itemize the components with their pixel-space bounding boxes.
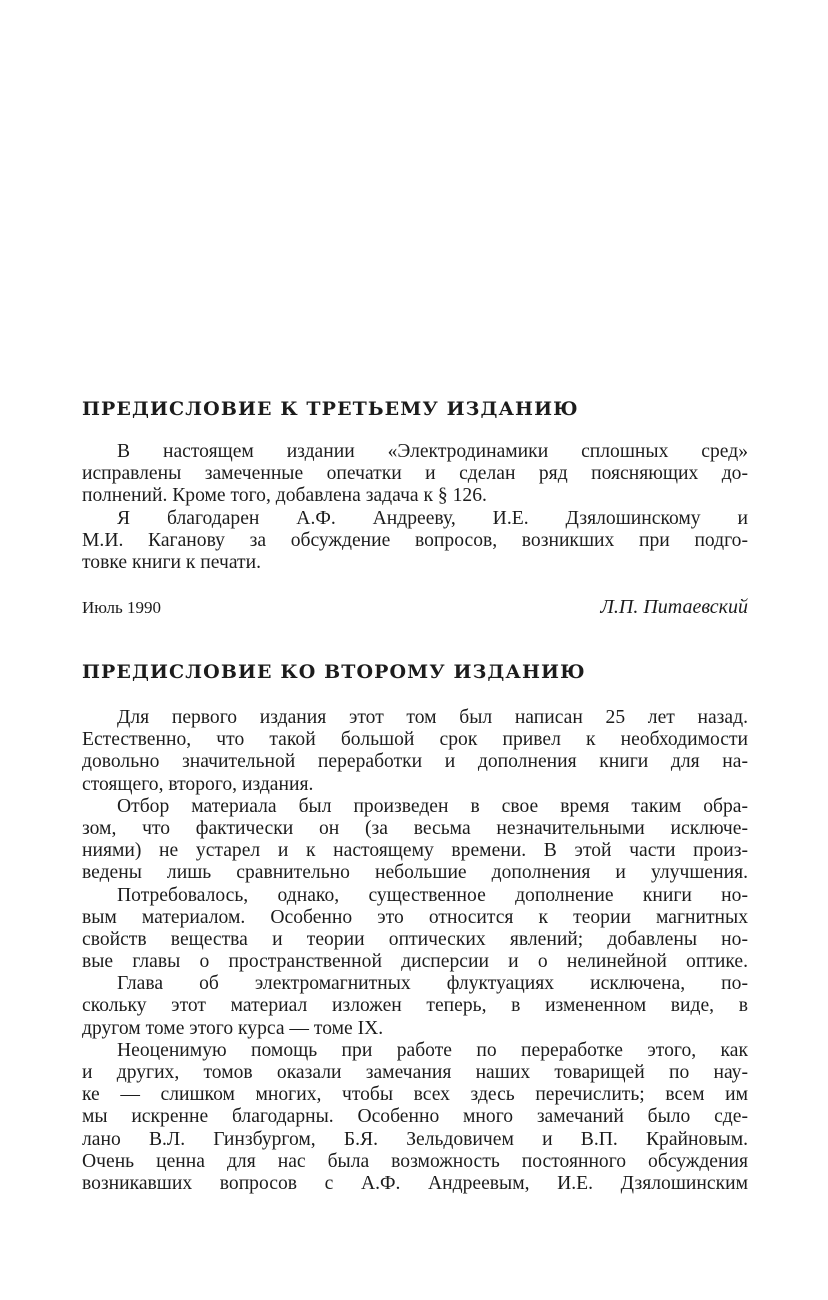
text-line: вым материалом. Особенно это относится к теории магнитных xyxy=(82,906,748,928)
text-line: товке книги к печати. xyxy=(82,551,261,573)
book-page xyxy=(82,0,748,1300)
text-line: стоящего, второго, издания. xyxy=(82,773,314,795)
text-line: Отбор материала был произведен в свое время таким обра- xyxy=(117,795,748,817)
date-line: Июль 1990 xyxy=(82,598,162,617)
text-line: ниями) не устарел и к настоящему времени. В этой части произ- xyxy=(82,840,748,862)
text-line: довольно значительной переработки и дополнения книги для на- xyxy=(82,751,748,773)
text-line: В настоящем издании «Электродинамики сплошных сред» xyxy=(117,441,748,462)
text-line: вые главы о пространственной дисперсии и о нелинейной оптике. xyxy=(82,951,748,973)
text-line: свойств вещества и теории оптических явлений; добавлены но- xyxy=(82,928,748,950)
second-edition-body xyxy=(82,707,748,1195)
text-line: скольку этот материал изложен теперь, в измененном виде, в xyxy=(82,995,748,1017)
text-line: Очень ценна для нас была возможность постоянного обсуждения xyxy=(82,1150,748,1172)
text-line: М.И. Каганову за обсуждение вопросов, возникших при подго- xyxy=(82,529,748,551)
text-line: Для первого издания этот том был написан 25 лет назад. xyxy=(117,707,748,728)
text-line: и других, томов оказали замечания наших товарищей по нау- xyxy=(82,1062,748,1083)
text-line: ке — слишком многих, чтобы всех здесь перечислить; всем им xyxy=(82,1084,748,1106)
text-line: ведены лишь сравнительно небольшие дополнения и улучшения. xyxy=(82,862,748,884)
text-line: исправлены замеченные опечатки и сделан ряд поясняющих до- xyxy=(82,463,748,485)
third-edition-title: ПРЕДИСЛОВИЕ К ТРЕТЬЕМУ ИЗДАНИЮ xyxy=(82,398,579,420)
text-line: Я благодарен А.Ф. Андрееву, И.Е. Дзялошинскому и xyxy=(117,507,748,529)
text-line: полнений. Кроме того, добавлена задача к § 126. xyxy=(82,485,487,507)
signature-row xyxy=(82,596,748,620)
text-line: другом томе этого курса — томе IX. xyxy=(82,1017,384,1039)
text-line: зом, что фактически он (за весьма незначительными исключе- xyxy=(82,817,748,839)
text-line: возникавших вопросов с А.Ф. Андреевым, И.Е. Дзялошинским xyxy=(82,1172,748,1194)
text-line: Неоценимую помощь при работе по переработке этого, как xyxy=(117,1039,748,1061)
text-line: Глава об электромагнитных флуктуациях исключена, по- xyxy=(117,973,748,995)
text-line: Естественно, что такой большой срок привел к необходимости xyxy=(82,729,748,751)
third-edition-body xyxy=(82,441,748,574)
author-signature: Л.П. Питаевский xyxy=(600,596,748,618)
text-line: мы искренне благодарны. Особенно много замечаний было сде- xyxy=(82,1106,748,1128)
text-line: лано В.Л. Гинзбургом, Б.Я. Зельдовичем и В.П. Крайновым. xyxy=(82,1128,748,1150)
second-edition-title: ПРЕДИСЛОВИЕ КО ВТОРОМУ ИЗДАНИЮ xyxy=(82,661,586,683)
text-line: Потребовалось, однако, существенное дополнение книги но- xyxy=(117,884,748,906)
